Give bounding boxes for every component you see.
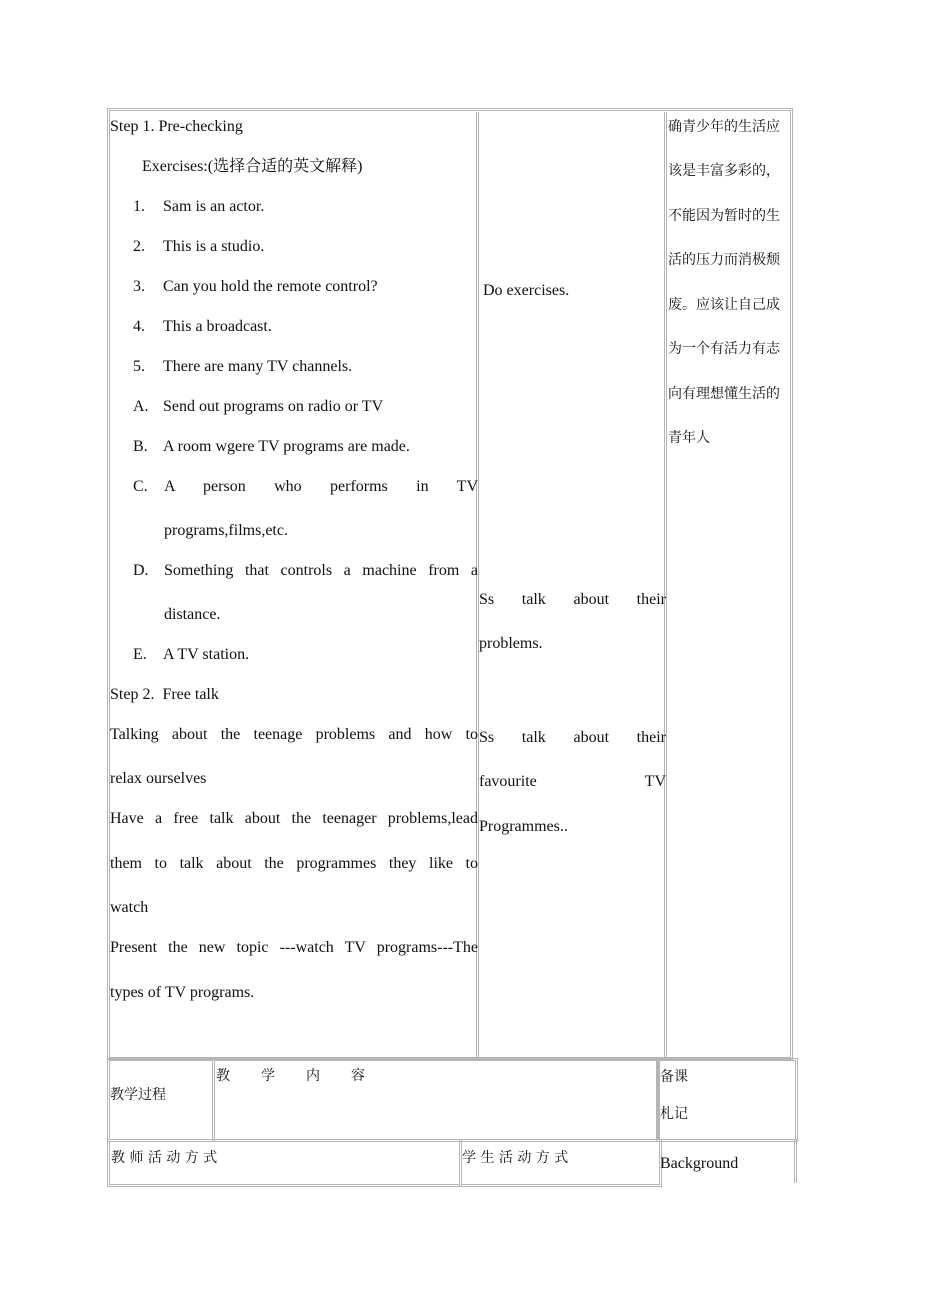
notes-line: 向有理想懂生活的 <box>668 386 780 402</box>
column-divider-left <box>476 112 479 1058</box>
do-exercises-text: Do exercises. <box>483 282 570 299</box>
paragraph-line: Talking about the teenage problems and how to <box>110 726 478 743</box>
list-item <box>133 277 378 297</box>
item-number: 2. <box>133 238 145 255</box>
talk-line: Ss talk about their <box>479 591 666 608</box>
notes-line: 活的压力而消极颓 <box>668 252 780 268</box>
list-item <box>133 237 264 257</box>
item-letter: A. <box>133 398 149 415</box>
item-text: Send out programs on radio or TV <box>163 398 384 415</box>
item-number: 4. <box>133 318 145 335</box>
item-text: This is a studio. <box>163 238 265 255</box>
teacher-method-label: 教 师 活 动 方 式 <box>111 1150 218 1166</box>
process-label: 教学过程 <box>110 1087 166 1103</box>
item-letter: C. <box>133 478 148 495</box>
paragraph-line: types of TV programs. <box>110 984 255 1001</box>
item-text: Sam is an actor. <box>163 198 265 215</box>
item-letter: D. <box>133 562 149 579</box>
notes-line: 该是丰富多彩的， <box>668 163 780 179</box>
item-number: 3. <box>133 278 145 295</box>
list-item <box>133 645 249 665</box>
talk-line: problems. <box>479 635 543 652</box>
paragraph-line: Have a free talk about the teenager problems,lead <box>110 810 478 827</box>
step2-title: Step 2. Free talk <box>110 686 219 703</box>
talk-line: Ss talk about their <box>479 729 666 746</box>
content-label: 教 学 内 容 <box>216 1068 366 1084</box>
paragraph-line: them to talk about the programmes they like to <box>110 855 478 872</box>
talk-line: favourite TV <box>479 773 666 790</box>
notes-label: 备课 <box>660 1069 688 1085</box>
item-text: A TV station. <box>163 646 250 663</box>
paragraph-line: Present the new topic ---watch TV programs---The <box>110 939 478 956</box>
background-label: Background <box>660 1155 739 1172</box>
notes-line: 确青少年的生活应 <box>668 119 780 135</box>
student-method-label: 学 生 活 动 方 式 <box>462 1150 569 1166</box>
notes-line: 不能因为暂时的生 <box>668 208 780 224</box>
notes-line: 青年人 <box>668 430 710 446</box>
list-item <box>133 317 272 337</box>
item-number: 1. <box>133 198 145 215</box>
list-item <box>133 357 352 377</box>
item-text: Can you hold the remote control? <box>163 278 378 295</box>
item-text-continued: programs,films,etc. <box>164 522 288 539</box>
exercises-title: Exercises:(选择合适的英文解释) <box>142 158 363 175</box>
item-number: 5. <box>133 358 145 375</box>
list-item <box>133 437 410 457</box>
paragraph-line: relax ourselves <box>110 770 207 787</box>
item-text: Something that controls a machine from a <box>164 562 478 579</box>
item-letter: E. <box>133 646 147 663</box>
notes-line: 为一个有活力有志 <box>668 341 780 357</box>
step1-title: Step 1. Pre-checking <box>110 118 243 135</box>
list-item <box>133 197 264 217</box>
notes-label: 札记 <box>660 1106 688 1122</box>
paragraph-line: watch <box>110 899 149 916</box>
item-letter: B. <box>133 438 148 455</box>
column-divider-right <box>664 112 667 1058</box>
item-text: There are many TV channels. <box>163 358 353 375</box>
list-item <box>133 397 383 417</box>
item-text: A person who performs in TV <box>164 478 478 495</box>
background-cell-divider <box>794 1139 797 1183</box>
item-text: A room wgere TV programs are made. <box>163 438 410 455</box>
item-text: This a broadcast. <box>163 318 272 335</box>
talk-line: Programmes.. <box>479 818 568 835</box>
notes-line: 废。应该让自己成 <box>668 297 780 313</box>
item-text-continued: distance. <box>164 606 221 623</box>
